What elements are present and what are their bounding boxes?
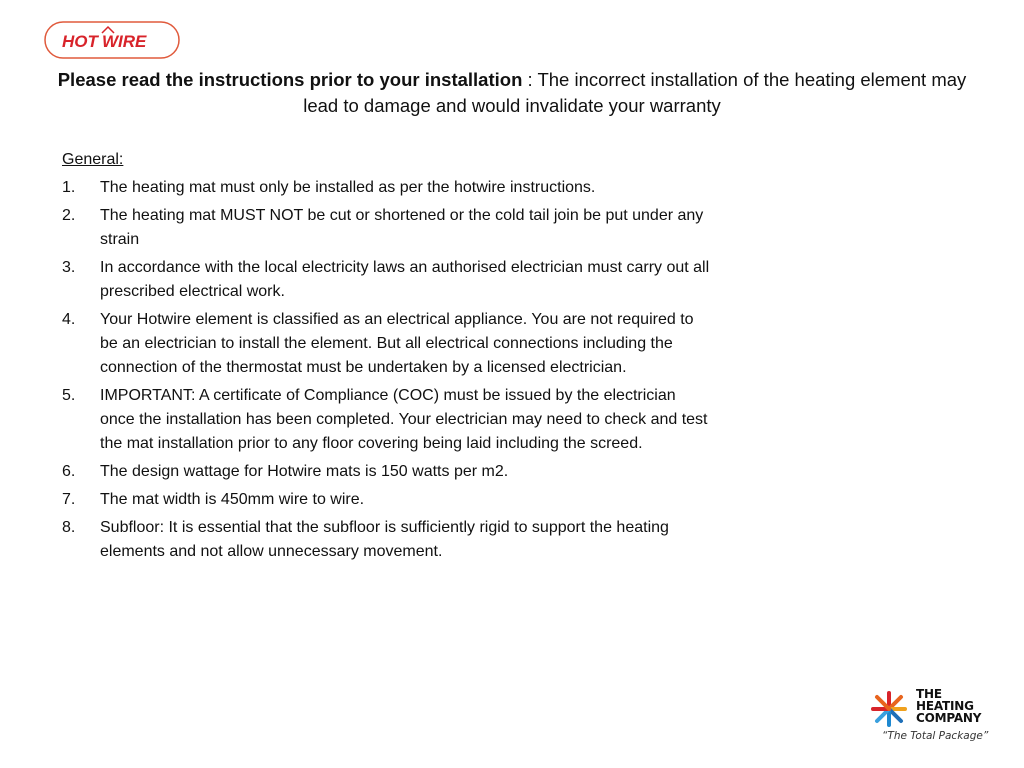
list-item bbox=[62, 488, 712, 512]
item-text: Your Hotwire element is classified as an electrical appliance. You are not required to be an electrician to install the element. But all electrical connections including the connection of the thermostat must be undertaken by a licensed electrician. bbox=[100, 311, 694, 376]
title-bold: Please read the instructions prior to your installation bbox=[57, 69, 523, 90]
item-text: Subfloor: It is essential that the subfloor is sufficiently rigid to support the heating elements and not allow unnecessary movement. bbox=[100, 519, 669, 560]
svg-text:WIRE: WIRE bbox=[102, 32, 147, 51]
heating-company-logo bbox=[870, 686, 1000, 748]
item-number: 5. bbox=[62, 387, 76, 404]
item-number: 1. bbox=[62, 179, 76, 196]
list-item bbox=[62, 384, 712, 456]
hotwire-logo bbox=[44, 21, 180, 59]
item-text: In accordance with the local electricity laws an authorised electrician must carry out all prescribed electrical work. bbox=[100, 259, 710, 300]
page-title bbox=[40, 67, 984, 119]
item-number: 4. bbox=[62, 311, 76, 328]
item-number: 6. bbox=[62, 463, 76, 480]
item-number: 3. bbox=[62, 259, 76, 276]
hotwire-logo-graphic bbox=[44, 21, 180, 59]
list-item bbox=[62, 516, 712, 564]
instruction-list bbox=[62, 176, 712, 568]
section-heading: General: bbox=[62, 151, 124, 168]
svg-text:HOT: HOT bbox=[62, 32, 98, 51]
item-text: The heating mat must only be installed as per the hotwire instructions. bbox=[100, 179, 596, 196]
item-text: The heating mat MUST NOT be cut or shortened or the cold tail join be put under any strain bbox=[100, 207, 704, 248]
company-name-line: THE bbox=[916, 687, 942, 701]
list-item bbox=[62, 460, 712, 484]
list-item bbox=[62, 256, 712, 304]
company-name-line: HEATING bbox=[916, 699, 974, 713]
list-item bbox=[62, 308, 712, 380]
item-number: 8. bbox=[62, 519, 76, 536]
item-text: The design wattage for Hotwire mats is 150 watts per m2. bbox=[100, 463, 509, 480]
company-name-line: COMPANY bbox=[916, 711, 982, 725]
list-item bbox=[62, 176, 712, 200]
starburst-icon bbox=[870, 690, 908, 728]
list-item bbox=[62, 204, 712, 252]
company-tagline: “The Total Package” bbox=[882, 730, 989, 742]
title-rest: : The incorrect installation of the heating element may lead to damage and would invalidate your warranty bbox=[303, 69, 967, 116]
item-text: IMPORTANT: A certificate of Compliance (COC) must be issued by the electrician once the installation has been completed. Your electrician may need to check and test the mat installation prior to any floor covering being laid including the screed. bbox=[100, 387, 708, 452]
item-text: The mat width is 450mm wire to wire. bbox=[100, 491, 365, 508]
item-number: 7. bbox=[62, 491, 76, 508]
item-number: 2. bbox=[62, 207, 76, 224]
company-name bbox=[916, 688, 981, 724]
